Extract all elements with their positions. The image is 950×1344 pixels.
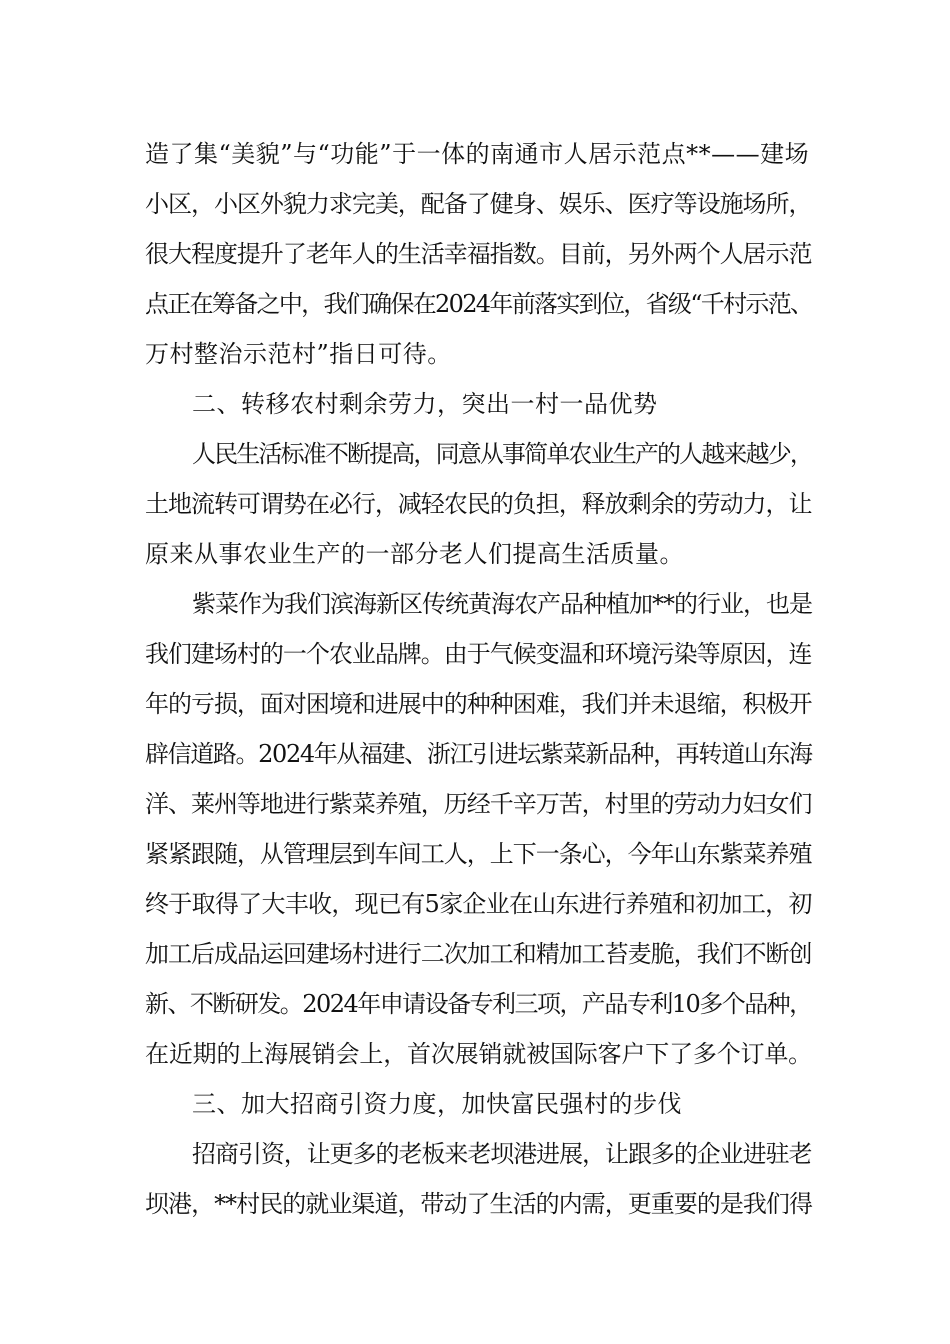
text-line: 新、不断研发。2024年申请设备专利三项，产品专利10多个品种， xyxy=(145,990,812,1018)
text-line: 原来从事农业生产的一部分老人们提高生活质量。 xyxy=(145,540,684,568)
text-line: 我们建场村的一个农业品牌。由于气候变温和环境污染等原因，连 xyxy=(145,640,812,668)
section-heading: 三、加大招商引资力度，加快富民强村的步伐 xyxy=(192,1090,682,1118)
text-line: 造了集“美貌”与“功能”于一体的南通市人居示范点**——建场 xyxy=(145,140,810,168)
text-line: 土地流转可谓势在必行，减轻农民的负担，释放剩余的劳动力，让 xyxy=(145,490,812,518)
section-heading: 二、转移农村剩余劳力，突出一村一品优势 xyxy=(192,390,658,418)
text-line: 很大程度提升了老年人的生活幸福指数。目前，另外两个人居示范 xyxy=(145,240,812,268)
text-line: 紫菜作为我们滨海新区传统黄海农产品种植加**的行业，也是 xyxy=(192,590,812,618)
text-line: 坝港，**村民的就业渠道，带动了生活的内需，更重要的是我们得 xyxy=(145,1190,812,1218)
text-line: 辟信道路。2024年从福建、浙江引进坛紫菜新品种，再转道山东海 xyxy=(145,740,812,768)
text-line: 加工后成品运回建场村进行二次加工和精加工苔麦脆，我们不断创 xyxy=(145,940,812,968)
text-line: 小区，小区外貌力求完美，配备了健身、娱乐、医疗等设施场所， xyxy=(145,190,812,218)
text-line: 点正在筹备之中，我们确保在2024年前落实到位，省级“千村示范、 xyxy=(145,290,813,318)
text-line: 万村整治示范村”指日可待。 xyxy=(145,340,452,368)
text-line: 招商引资，让更多的老板来老坝港进展，让跟多的企业进驻老 xyxy=(192,1140,812,1168)
text-line: 终于取得了大丰收，现已有5家企业在山东进行养殖和初加工，初 xyxy=(145,890,812,918)
text-line: 在近期的上海展销会上，首次展销就被国际客户下了多个订单。 xyxy=(145,1040,812,1068)
text-line: 洋、莱州等地进行紫菜养殖，历经千辛万苦，村里的劳动力妇女们 xyxy=(145,790,812,818)
text-line: 人民生活标准不断提高，同意从事简单农业生产的人越来越少， xyxy=(192,440,812,468)
text-line: 年的亏损，面对困境和进展中的种种困难，我们并未退缩，积极开 xyxy=(145,690,812,718)
text-line: 紧紧跟随，从管理层到车间工人，上下一条心，今年山东紫菜养殖 xyxy=(145,840,812,868)
